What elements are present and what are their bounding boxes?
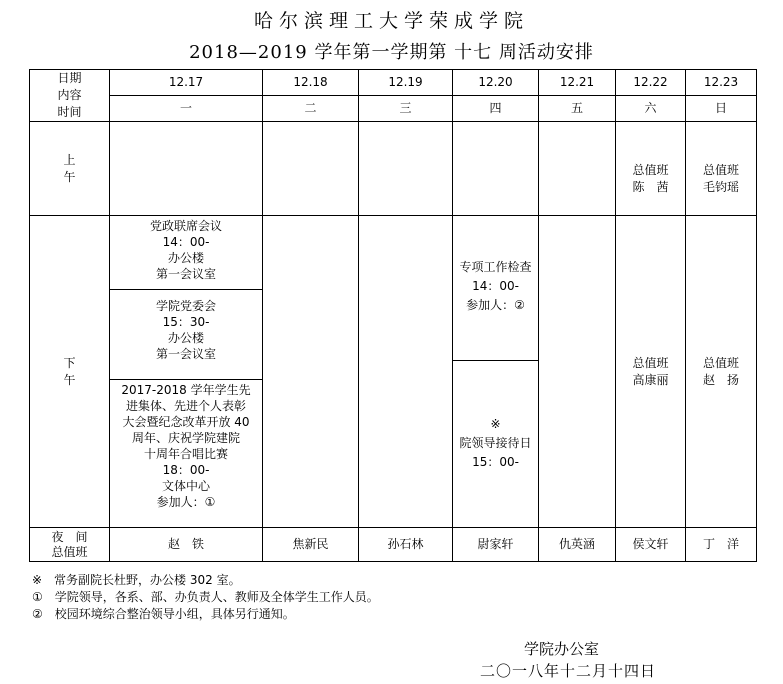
pm-thu <box>453 216 539 528</box>
pm-sat-role: 总值班 <box>632 355 669 370</box>
night-label-2: 总值班 <box>51 544 88 559</box>
date-sun: 12.23 <box>686 70 757 96</box>
date-wed: 12.19 <box>359 70 453 96</box>
weekday-tue: 二 <box>263 96 359 122</box>
pm-fri <box>539 216 616 528</box>
event-1-place: 办公楼 <box>167 251 204 265</box>
night-fri: 仇英涵 <box>539 528 616 562</box>
weekday-sun: 日 <box>686 96 757 122</box>
issue-date: 二〇一八年十二月十四日 <box>480 662 657 680</box>
weekday-wed: 三 <box>359 96 453 122</box>
event-1-time: 14：00- <box>162 235 210 249</box>
schedule-table <box>29 69 757 562</box>
pm-mon <box>110 216 263 528</box>
afternoon-label-2: 午 <box>63 372 76 387</box>
event-1-title: 党政联席会议 <box>149 219 222 233</box>
corner-content-label: 内容 <box>57 88 82 102</box>
night-sun: 丁 洋 <box>686 528 757 562</box>
date-fri: 12.21 <box>539 70 616 96</box>
event-2-title: 学院党委会 <box>155 299 216 313</box>
am-tue <box>263 122 359 216</box>
date-thu: 12.20 <box>453 70 539 96</box>
event-3-line4: 周年、庆祝学院建院 <box>131 431 240 445</box>
date-tue: 12.18 <box>263 70 359 96</box>
event-3-line5: 十周年合唱比赛 <box>143 447 228 461</box>
night-mon: 赵 铁 <box>110 528 263 562</box>
note-2: ① 学院领导，各系、部、办负责人、教师及全体学生工作人员。 <box>32 590 379 604</box>
footnotes <box>32 572 379 623</box>
am-wed <box>359 122 453 216</box>
event-3-participants: 参加人：① <box>156 495 216 509</box>
note-1: ※ 常务副院长杜野，办公楼 302 室。 <box>32 573 241 587</box>
event-4-time: 14：00- <box>472 279 519 293</box>
event-5-mark: ※ <box>490 417 501 431</box>
event-1-room: 第一会议室 <box>155 267 216 281</box>
am-thu <box>453 122 539 216</box>
night-wed: 孙石林 <box>359 528 453 562</box>
weekday-sat: 六 <box>616 96 686 122</box>
document-title: 哈尔滨理工大学荣成学院 <box>253 10 529 32</box>
note-3: ② 校园环境综合整治领导小组，具体另行通知。 <box>32 607 295 621</box>
event-2-time: 15：30- <box>162 315 210 329</box>
pm-sun-name: 赵 扬 <box>702 372 739 387</box>
am-sun-name: 毛钧瑶 <box>702 179 739 194</box>
night-tue: 焦新民 <box>263 528 359 562</box>
pm-sat <box>616 216 686 528</box>
afternoon-label-1: 下 <box>63 355 76 370</box>
am-mon <box>110 122 263 216</box>
pm-sun-role: 总值班 <box>702 355 739 370</box>
event-3-time: 18：00- <box>162 463 210 477</box>
date-mon: 12.17 <box>110 70 263 96</box>
event-leader-reception <box>453 361 538 472</box>
event-4-participants: 参加人：② <box>466 298 525 312</box>
night-label-1: 夜 间 <box>51 529 88 544</box>
corner-time-label: 时间 <box>57 105 82 119</box>
event-3-line3: 大会暨纪念改革开放 40 <box>122 415 250 429</box>
pm-wed <box>359 216 453 528</box>
event-5-time: 15：00- <box>472 455 519 469</box>
event-4-title: 专项工作检查 <box>459 260 532 274</box>
morning-label-2: 午 <box>63 169 76 184</box>
event-special-inspection <box>453 216 538 361</box>
am-sun-role: 总值班 <box>702 162 739 177</box>
weekday-fri: 五 <box>539 96 616 122</box>
pm-tue <box>263 216 359 528</box>
pm-sat-name: 高康丽 <box>632 372 669 387</box>
document-subtitle: 2018—2019 学年第一学期第 十七 周活动安排 <box>189 42 594 63</box>
am-sat-name: 陈 茜 <box>632 179 669 194</box>
night-sat: 侯文轩 <box>616 528 686 562</box>
date-sat: 12.22 <box>616 70 686 96</box>
pm-sun <box>686 216 757 528</box>
night-duty-label <box>30 528 110 562</box>
afternoon-label <box>30 216 110 528</box>
morning-label <box>30 122 110 216</box>
event-joint-meeting <box>110 216 262 290</box>
issuing-office: 学院办公室 <box>524 640 600 658</box>
night-thu: 尉家轩 <box>453 528 539 562</box>
am-sat-role: 总值班 <box>632 162 669 177</box>
am-sat <box>616 122 686 216</box>
event-3-line1: 2017-2018 学年学生先 <box>121 383 251 397</box>
event-3-line2: 进集体、先进个人表彰 <box>125 399 246 413</box>
weekday-mon: 一 <box>110 96 263 122</box>
event-2-room: 第一会议室 <box>155 347 216 361</box>
header-corner-cell <box>30 70 110 122</box>
corner-date-label: 日期 <box>57 71 82 85</box>
weekday-thu: 四 <box>453 96 539 122</box>
event-party-committee <box>110 290 262 380</box>
event-2-place: 办公楼 <box>167 331 204 345</box>
event-3-place: 文体中心 <box>161 479 210 493</box>
event-5-title: 院领导接待日 <box>459 436 532 450</box>
event-commendation-ceremony <box>110 380 262 510</box>
am-fri <box>539 122 616 216</box>
am-sun <box>686 122 757 216</box>
morning-label-1: 上 <box>63 152 76 167</box>
